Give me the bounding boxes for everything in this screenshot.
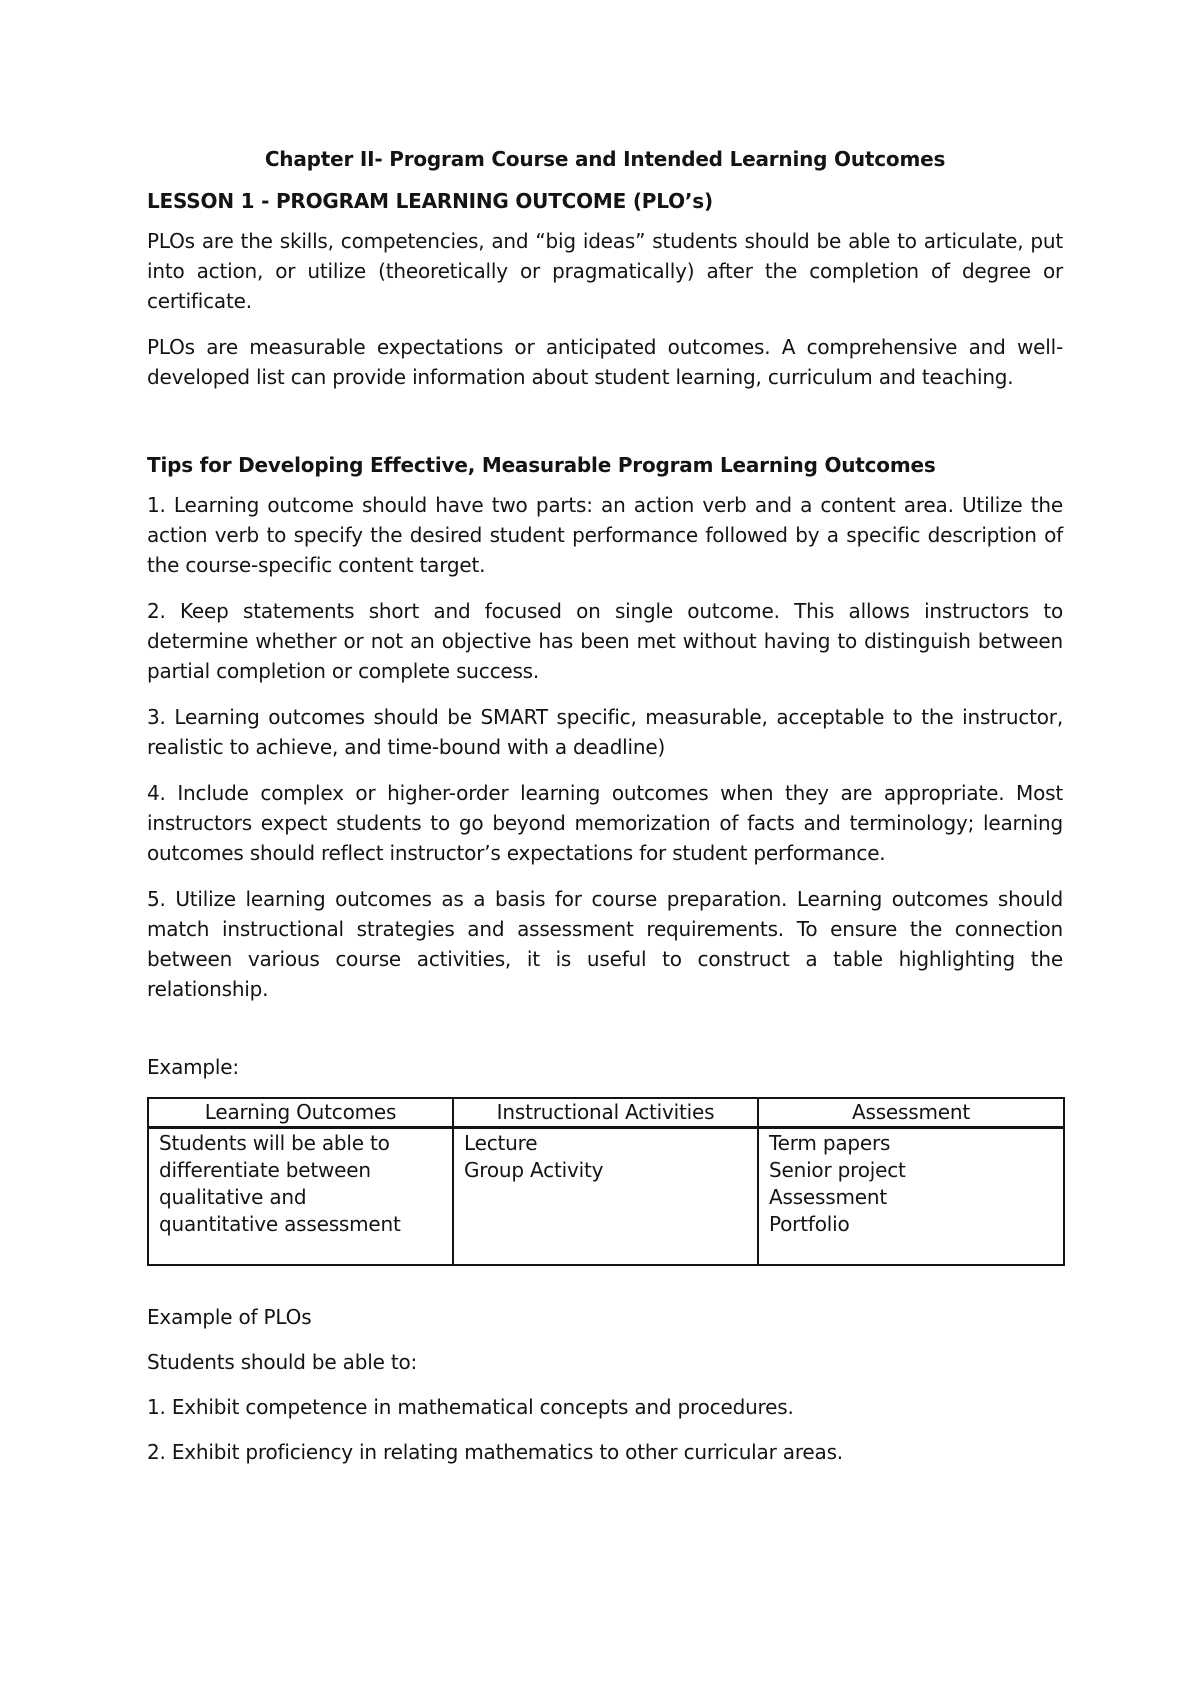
chapter-title: Chapter II- Program Course and Intended Learning Outcomes — [264, 147, 946, 171]
cell-line: Lecture — [464, 1131, 538, 1155]
table-header-cell: Instructional Activities — [453, 1098, 758, 1128]
cell-line: qualitative and — [159, 1185, 307, 1209]
cell-line: differentiate between — [159, 1158, 371, 1182]
tip-item: 4. Include complex or higher-order learning outcomes when they are appropriate. Most instructors expect students to go beyond memorization of facts and terminology; learning outcomes should reflect instructor’s expectations for student performance. — [147, 781, 1063, 865]
tip-item: 5. Utilize learning outcomes as a basis for course preparation. Learning outcomes should match instructional strategies and assessment requirements. To ensure the connection between various course activities, it is useful to construct a table highlighting the relationship. — [147, 887, 1063, 1001]
plo-example-label: Example of PLOs — [147, 1305, 312, 1329]
plo-item: 2. Exhibit proficiency in relating mathematics to other curricular areas. — [147, 1440, 843, 1464]
table-header-row — [148, 1098, 1064, 1128]
tip-item: 1. Learning outcome should have two parts: an action verb and a content area. Utilize the action verb to specify the desired student performance followed by a specific description of the course-specific content target. — [147, 493, 1063, 577]
plo-item: 1. Exhibit competence in mathematical concepts and procedures. — [147, 1395, 794, 1419]
table-row — [148, 1128, 1064, 1266]
table-header-cell: Assessment — [758, 1098, 1064, 1128]
cell-line: Students will be able to — [159, 1131, 390, 1155]
intro-paragraph: PLOs are measurable expectations or anticipated outcomes. A comprehensive and well-developed list can provide information about student learning, curriculum and teaching. — [147, 335, 1063, 389]
example-table — [147, 1097, 1065, 1266]
learning-outcomes-cell — [148, 1128, 453, 1266]
cell-line: Group Activity — [464, 1158, 604, 1182]
intro-paragraph: PLOs are the skills, competencies, and “big ideas” students should be able to articulate, put into action, or utilize (theoretically or pragmatically) after the completion of degree or certificate. — [147, 229, 1063, 313]
tip-item: 2. Keep statements short and focused on single outcome. This allows instructors to determine whether or not an objective has been met without having to distinguish between partial completion or complete success. — [147, 599, 1063, 683]
cell-line: quantitative assessment — [159, 1212, 401, 1236]
lesson-heading: LESSON 1 - PROGRAM LEARNING OUTCOME (PLO’s) — [147, 189, 713, 213]
cell-line: Term papers — [769, 1131, 891, 1155]
tips-heading: Tips for Developing Effective, Measurable Program Learning Outcomes — [147, 453, 936, 477]
plo-intro: Students should be able to: — [147, 1350, 418, 1374]
cell-line: Assessment — [769, 1185, 887, 1209]
assessment-cell — [758, 1128, 1064, 1266]
cell-line: Senior project — [769, 1158, 906, 1182]
example-label: Example: — [147, 1055, 239, 1079]
document-page — [147, 144, 1063, 1482]
tip-item: 3. Learning outcomes should be SMART specific, measurable, acceptable to the instructor, realistic to achieve, and time-bound with a deadline) — [147, 705, 1063, 759]
table-header-cell: Learning Outcomes — [148, 1098, 453, 1128]
activities-cell — [453, 1128, 758, 1266]
cell-line: Portfolio — [769, 1212, 850, 1236]
